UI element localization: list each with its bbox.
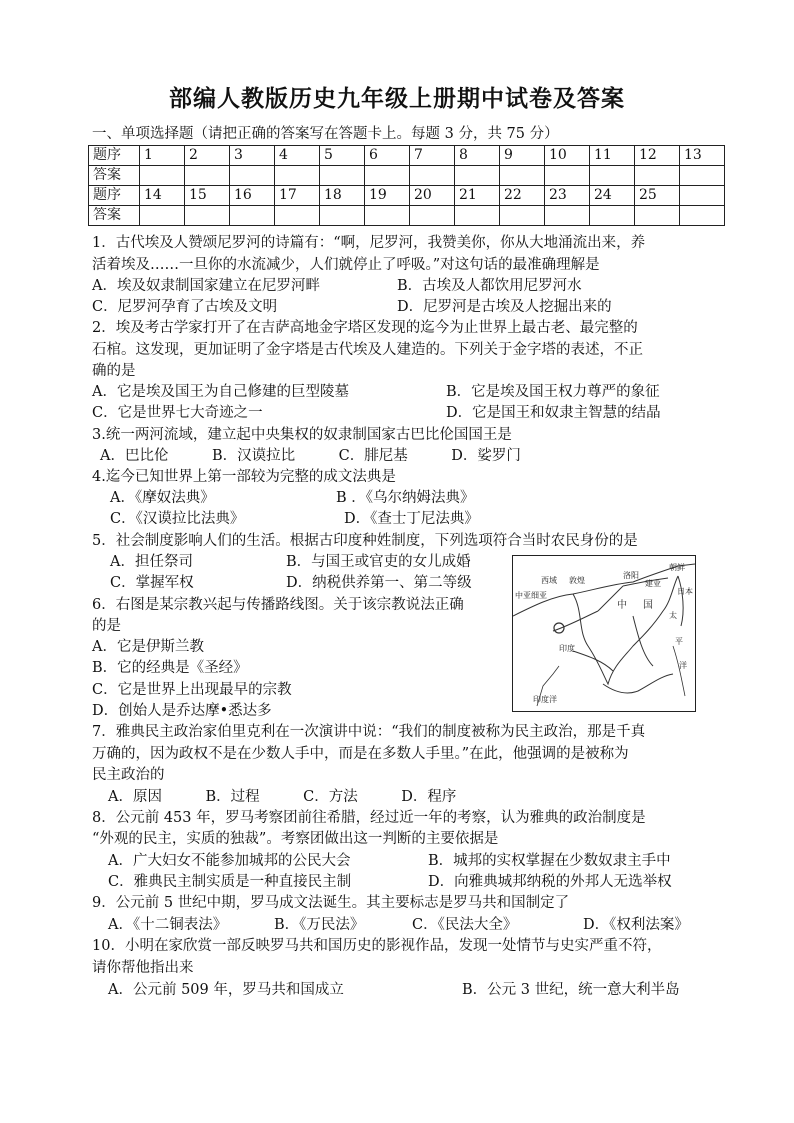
answer-cell[interactable] bbox=[365, 206, 410, 226]
question-8-text: “外观的民主，实质的独裁”。考察团做出这一判断的主要依据是 bbox=[92, 831, 499, 847]
table-cell: 21 bbox=[455, 186, 500, 206]
map-label-china-1: 中 bbox=[617, 600, 627, 611]
map-label-jianye: 建业 bbox=[645, 579, 661, 588]
question-7-text: 7．雅典民主政治家伯里克利在一次演讲中说：“我们的制度被称为民主政治，那是千真 bbox=[92, 724, 646, 740]
map-label-dunhuang: 敦煌 bbox=[569, 576, 585, 585]
answer-cell[interactable] bbox=[635, 166, 680, 186]
table-cell: 24 bbox=[590, 186, 635, 206]
table-cell: 15 bbox=[185, 186, 230, 206]
question-7-text: 万确的，因为政权不是在少数人手中，而是在多数人手里。”在此，他强调的是被称为 bbox=[92, 746, 629, 762]
row-label: 答案 bbox=[89, 166, 140, 186]
map-label-pacific-3: 洋 bbox=[679, 661, 687, 670]
answer-table bbox=[88, 145, 725, 226]
table-cell: 3 bbox=[230, 146, 275, 166]
row-label: 题序 bbox=[89, 186, 140, 206]
table-cell: 6 bbox=[365, 146, 410, 166]
table-cell: 13 bbox=[680, 146, 725, 166]
options-row[interactable]: A．原因 B．过程 C．方法 D．程序 bbox=[108, 789, 457, 805]
option-c[interactable]: C．《民法大全》 bbox=[412, 917, 518, 933]
table-cell: 16 bbox=[230, 186, 275, 206]
table-row bbox=[89, 166, 725, 186]
question-7-text: 民主政治的 bbox=[92, 767, 165, 783]
table-row bbox=[89, 186, 725, 206]
map-label-pacific-2: 平 bbox=[675, 637, 683, 646]
question-10-text: 10．小明在家欣赏一部反映罗马共和国历史的影视作品，发现一处情节与史实严重不符， bbox=[92, 938, 662, 954]
map-label-luoyang: 洛阳 bbox=[623, 571, 639, 580]
table-cell: 18 bbox=[320, 186, 365, 206]
option-a[interactable]: A．公元前 509 年，罗马共和国成立 bbox=[108, 982, 344, 998]
option-d[interactable]: D．创始人是乔达摩•悉达多 bbox=[92, 703, 272, 719]
option-d[interactable]: D．《查士丁尼法典》 bbox=[344, 511, 479, 527]
option-a[interactable]: A．它是伊斯兰教 bbox=[92, 639, 204, 655]
answer-cell[interactable] bbox=[680, 206, 725, 226]
question-6-text: 6．右图是某宗教兴起与传播路线图。关于该宗教说法正确 bbox=[92, 597, 464, 613]
option-c[interactable]: C．尼罗河孕育了古埃及文明 bbox=[92, 299, 278, 315]
option-b[interactable]: B．《万民法》 bbox=[274, 917, 365, 933]
option-b[interactable]: B．古埃及人都饮用尼罗河水 bbox=[397, 278, 582, 294]
map-label-india: 印度 bbox=[559, 644, 575, 653]
question-10-text: 请你帮他指出来 bbox=[92, 960, 194, 976]
answer-cell[interactable] bbox=[185, 206, 230, 226]
option-d[interactable]: D．它是国王和奴隶主智慧的结晶 bbox=[446, 405, 661, 421]
table-row bbox=[89, 146, 725, 166]
question-3-text: 3.统一两河流域，建立起中央集权的奴隶制国家古巴比伦国国王是 bbox=[92, 427, 512, 443]
option-b[interactable]: B．它的经典是《圣经》 bbox=[92, 660, 248, 676]
option-b[interactable]: B．城邦的实权掌握在少数奴隶主手中 bbox=[428, 853, 671, 869]
answer-cell[interactable] bbox=[410, 166, 455, 186]
option-a[interactable]: A．《摩奴法典》 bbox=[110, 490, 215, 506]
answer-cell[interactable] bbox=[230, 166, 275, 186]
question-5-text: 5．社会制度影响人们的生活。根据古印度种姓制度，下列选项符合当时农民身份的是 bbox=[92, 533, 638, 549]
map-label-central-asia: 中亚细亚 bbox=[515, 591, 547, 600]
option-d[interactable]: D．《权利法案》 bbox=[583, 917, 689, 933]
question-2-text: 2．埃及考古学家打开了在吉萨高地金字塔区发现的迄今为止世界上最古老、最完整的 bbox=[92, 320, 638, 336]
question-1-text: 活着埃及……一旦你的水流减少，人们就停止了呼吸。”对这句话的最准确理解是 bbox=[92, 257, 600, 273]
answer-cell[interactable] bbox=[590, 206, 635, 226]
option-c[interactable]: C．《汉谟拉比法典》 bbox=[110, 511, 245, 527]
table-cell: 19 bbox=[365, 186, 410, 206]
map-label-xiyu: 西域 bbox=[541, 576, 557, 585]
options-row[interactable]: A．巴比伦 B．汉谟拉比 C．腓尼基 D．娑罗门 bbox=[100, 448, 521, 464]
answer-cell[interactable] bbox=[140, 206, 185, 226]
option-d[interactable]: D．向雅典城邦纳税的外邦人无选举权 bbox=[428, 874, 672, 890]
table-cell: 17 bbox=[275, 186, 320, 206]
option-a[interactable]: A．广大妇女不能参加城邦的公民大会 bbox=[108, 853, 351, 869]
answer-cell[interactable] bbox=[680, 166, 725, 186]
option-d[interactable]: D．纳税供养第一、第二等级 bbox=[286, 575, 472, 591]
table-cell: 10 bbox=[545, 146, 590, 166]
religion-spread-map bbox=[512, 555, 696, 712]
table-cell: 5 bbox=[320, 146, 365, 166]
row-label: 答案 bbox=[89, 206, 140, 226]
question-4-text: 4.迄今已知世界上第一部较为完整的成文法典是 bbox=[92, 469, 396, 485]
table-cell: 22 bbox=[500, 186, 545, 206]
option-b[interactable]: B ．《乌尔纳姆法典》 bbox=[336, 490, 475, 506]
table-cell: 1 bbox=[140, 146, 185, 166]
table-row bbox=[89, 206, 725, 226]
table-cell: 2 bbox=[185, 146, 230, 166]
question-9-text: 9．公元前 5 世纪中期，罗马成文法诞生。其主要标志是罗马共和国制定了 bbox=[92, 895, 570, 911]
question-2-text: 石棺。这发现，更加证明了金字塔是古代埃及人建造的。下列关于金字塔的表述，不正 bbox=[92, 342, 643, 358]
option-a[interactable]: A．担任祭司 bbox=[110, 554, 193, 570]
map-label-korea: 朝鲜 bbox=[669, 563, 685, 572]
table-cell: 20 bbox=[410, 186, 455, 206]
map-label-china-2: 国 bbox=[643, 600, 653, 611]
question-2-text: 确的是 bbox=[92, 363, 136, 379]
question-6-text: 的是 bbox=[92, 618, 121, 634]
option-a[interactable]: A．埃及奴隶制国家建立在尼罗河畔 bbox=[92, 278, 320, 294]
row-label: 题序 bbox=[89, 146, 140, 166]
answer-cell[interactable] bbox=[320, 166, 365, 186]
option-b[interactable]: B．它是埃及国王权力尊严的象征 bbox=[446, 384, 660, 400]
answer-cell[interactable] bbox=[545, 166, 590, 186]
table-cell: 14 bbox=[140, 186, 185, 206]
option-a[interactable]: A．它是埃及国王为自己修建的巨型陵墓 bbox=[92, 384, 349, 400]
table-cell: 12 bbox=[635, 146, 680, 166]
option-c[interactable]: C．它是世界七大奇迹之一 bbox=[92, 405, 263, 421]
map-label-indian-ocean: 印度洋 bbox=[533, 695, 557, 704]
answer-cell[interactable] bbox=[275, 206, 320, 226]
page-title: 部编人教版历史九年级上册期中试卷及答案 bbox=[169, 86, 625, 112]
answer-cell[interactable] bbox=[185, 166, 230, 186]
answer-cell[interactable] bbox=[455, 166, 500, 186]
option-c[interactable]: C．掌握军权 bbox=[110, 575, 194, 591]
answer-cell[interactable] bbox=[230, 206, 275, 226]
table-cell: 8 bbox=[455, 146, 500, 166]
answer-cell[interactable] bbox=[500, 166, 545, 186]
option-c[interactable]: C．它是世界上出现最早的宗教 bbox=[92, 682, 292, 698]
answer-cell[interactable] bbox=[590, 166, 635, 186]
option-d[interactable]: D．尼罗河是古埃及人挖掘出来的 bbox=[397, 299, 612, 315]
answer-cell[interactable] bbox=[320, 206, 365, 226]
table-cell: 23 bbox=[545, 186, 590, 206]
answer-cell[interactable] bbox=[500, 206, 545, 226]
option-b[interactable]: B．与国王或官吏的女儿成婚 bbox=[286, 554, 471, 570]
answer-cell[interactable] bbox=[545, 206, 590, 226]
option-c[interactable]: C．雅典民主制实质是一种直接民主制 bbox=[108, 874, 352, 890]
table-cell: 25 bbox=[635, 186, 680, 206]
section-heading: 一、单项选择题（请把正确的答案写在答题卡上。每题 3 分，共 75 分） bbox=[92, 126, 559, 142]
table-cell: 9 bbox=[500, 146, 545, 166]
question-1-text: 1．古代埃及人赞颂尼罗河的诗篇有：“啊，尼罗河，我赞美你，你从大地涌流出来，养 bbox=[92, 235, 646, 251]
question-8-text: 8．公元前 453 年，罗马考察团前往希腊，经过近一年的考察，认为雅典的政治制度是 bbox=[92, 810, 646, 826]
answer-cell[interactable] bbox=[365, 166, 410, 186]
answer-cell[interactable] bbox=[635, 206, 680, 226]
map-label-japan: 日本 bbox=[677, 587, 693, 596]
table-cell: 11 bbox=[590, 146, 635, 166]
table-cell: 4 bbox=[275, 146, 320, 166]
answer-cell[interactable] bbox=[410, 206, 455, 226]
option-a[interactable]: A．《十二铜表法》 bbox=[108, 917, 228, 933]
answer-cell[interactable] bbox=[275, 166, 320, 186]
table-cell bbox=[680, 186, 725, 206]
option-b[interactable]: B．公元 3 世纪，统一意大利半岛 bbox=[462, 982, 680, 998]
map-label-pacific-1: 太 bbox=[669, 611, 677, 620]
table-cell: 7 bbox=[410, 146, 455, 166]
answer-cell[interactable] bbox=[140, 166, 185, 186]
answer-cell[interactable] bbox=[455, 206, 500, 226]
